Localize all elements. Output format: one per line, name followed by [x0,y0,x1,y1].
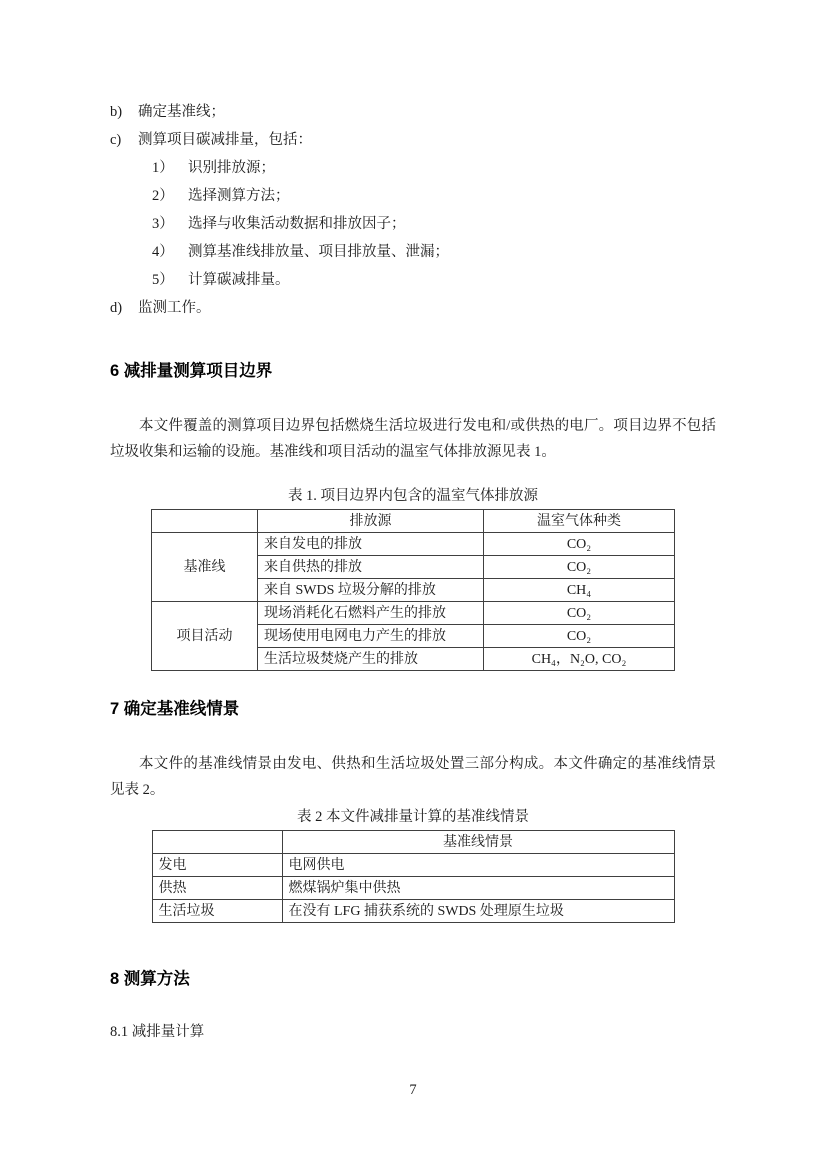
table-cell-item: 供热 [152,877,282,900]
page-number: 7 [409,1082,417,1098]
table-row [152,533,675,556]
list-item-c2 [110,182,716,210]
list-item-c3 [110,210,716,238]
list-item-text: 选择测算方法； [188,188,290,204]
list-item-label: b) [110,104,123,120]
table-cell-source: 现场使用电网电力产生的排放 [258,625,484,648]
table-cell-source: 来自供热的排放 [258,556,484,579]
table-1 [151,509,675,671]
list-item-label: d) [110,300,123,316]
list-item-label: 2） [152,188,174,204]
list-item-text: 计算碳减排量。 [188,272,290,288]
table-2-header-row [152,831,674,854]
table-group-cell-baseline: 基准线 [152,533,258,602]
table-cell-gas: CO₂ [484,556,675,579]
table-cell-gas: CO₂ [484,625,675,648]
section-6-heading: 6 减排量测算项目边界 [110,362,273,380]
table-cell-source: 生活垃圾焚烧产生的排放 [258,648,484,671]
table-cell-scenario: 在没有 LFG 捕获系统的 SWDS 处理原生垃圾 [282,900,674,923]
list-item-label: 5） [152,272,174,288]
section-8-heading: 8 测算方法 [110,970,190,988]
list-item-c1 [110,154,716,182]
section-7-paragraph: 本文件的基准线情景由发电、供热和生活垃圾处置三部分构成。本文件确定的基准线情景见表 2。 [110,756,716,798]
table-cell-source: 现场消耗化石燃料产生的排放 [258,602,484,625]
ordered-list [110,98,716,322]
table-cell-scenario: 电网供电 [282,854,674,877]
table-cell-gas: CO₂ [484,533,675,556]
table-group-cell-project: 项目活动 [152,602,258,671]
list-item-b [110,98,716,126]
table-cell-item: 生活垃圾 [152,900,282,923]
list-item-label: 4） [152,244,174,260]
list-item-text: 确定基准线； [138,104,225,120]
table-1-header-row [152,510,675,533]
table-header-cell-empty [152,510,258,533]
section-7-heading: 7 确定基准线情景 [110,700,240,718]
table-cell-source: 来自 SWDS 垃圾分解的排放 [258,579,484,602]
table-row [152,602,675,625]
table-cell-item: 发电 [152,854,282,877]
list-item-label: 3） [152,216,174,232]
list-item-text: 识别排放源； [188,160,275,176]
table-header-cell-scenario: 基准线情景 [282,831,674,854]
list-item-c [110,126,716,154]
list-item-text: 选择与收集活动数据和排放因子； [188,216,406,232]
list-item-text: 测算基准线排放量、项目排放量、泄漏； [188,244,449,260]
list-item-c4 [110,238,716,266]
table-2 [152,830,675,923]
table-2-caption: 表 2 本文件减排量计算的基准线情景 [297,809,529,825]
section-8-1-subheading: 8.1 减排量计算 [110,1024,205,1040]
table-header-cell-gas: 温室气体种类 [484,510,675,533]
list-item-d [110,294,716,322]
table-row [152,877,674,900]
table-cell-scenario: 燃煤锅炉集中供热 [282,877,674,900]
table-header-cell-empty [152,831,282,854]
list-item-text: 监测工作。 [138,300,211,316]
table-row [152,854,674,877]
list-item-label: c) [110,132,122,148]
table-1-caption: 表 1. 项目边界内包含的温室气体排放源 [287,488,539,504]
table-cell-gas: CH₄ [484,579,675,602]
table-cell-gas: CO₂ [484,602,675,625]
table-row [152,900,674,923]
list-item-text: 测算项目碳减排量，包括： [138,132,312,148]
list-item-label: 1） [152,160,174,176]
section-6-paragraph: 本文件覆盖的测算项目边界包括燃烧生活垃圾进行发电和/或供热的电厂。项目边界不包括垃圾收集和运输的设施。基准线和项目活动的温室气体排放源见表 1。 [110,418,716,460]
table-cell-source: 来自发电的排放 [258,533,484,556]
list-item-c5 [110,266,716,294]
table-header-cell-source: 排放源 [258,510,484,533]
table-cell-gas: CH₄，N₂O, CO₂ [484,648,675,671]
